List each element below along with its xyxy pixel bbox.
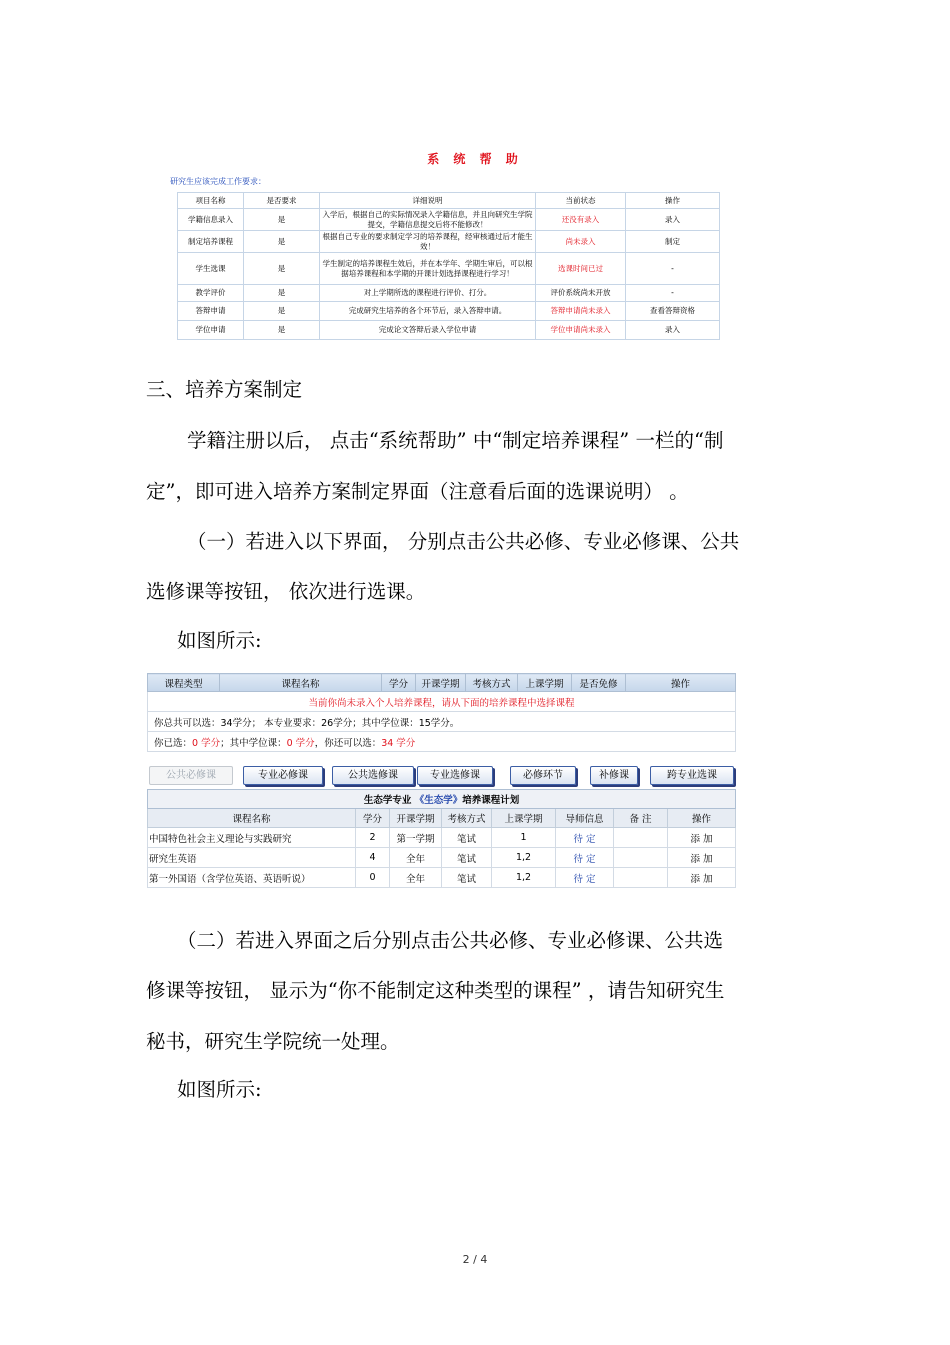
- plan-header-credit: 学分: [356, 809, 390, 828]
- header-operation: 操作: [626, 674, 736, 692]
- item-action-link[interactable]: 查看答辩资格: [626, 302, 720, 321]
- paragraph-line: （一）若进入以下界面， 分别点击公共必修、专业必修课、公共: [187, 530, 740, 553]
- course-name: 研究生英语: [148, 848, 356, 868]
- course-credit: 2: [356, 828, 390, 848]
- item-required: 是: [244, 209, 320, 231]
- item-action: -: [626, 285, 720, 302]
- item-required: 是: [244, 285, 320, 302]
- table-row: [178, 285, 720, 302]
- plan-header-op: 操作: [668, 809, 736, 828]
- course-name: 第一外国语（含学位英语、英语听说）: [148, 868, 356, 888]
- table-row: [148, 868, 736, 888]
- item-desc: 对上学期所选的课程进行评价、打分。: [320, 285, 536, 302]
- item-status[interactable]: 还没有录入: [536, 209, 626, 231]
- item-action-link[interactable]: 制定: [626, 231, 720, 253]
- section-heading: 三、培养方案制定: [146, 378, 303, 401]
- help-header-desc: 详细说明: [320, 193, 536, 209]
- plan-table-header: [148, 809, 736, 828]
- table-row: [178, 302, 720, 321]
- item-name: 答辩申请: [178, 302, 244, 321]
- degree-credits: 0 学分: [286, 737, 315, 749]
- item-status: 评价系统尚未开放: [536, 285, 626, 302]
- help-header-action: 操作: [626, 193, 720, 209]
- course-class-term: 1,2: [492, 848, 556, 868]
- course-term: 全年: [390, 868, 442, 888]
- course-term: 第一学期: [390, 828, 442, 848]
- selected-label: 你已选：: [154, 737, 193, 749]
- item-name: 制定培养课程: [178, 231, 244, 253]
- tab-makeup[interactable]: 补修课: [590, 766, 638, 785]
- plan-header-exam: 考核方式: [442, 809, 492, 828]
- item-action: -: [626, 253, 720, 285]
- course-note: [614, 828, 668, 848]
- item-name: 学生选课: [178, 253, 244, 285]
- course-exam: 笔试: [442, 868, 492, 888]
- item-action-link[interactable]: 录入: [626, 321, 720, 340]
- item-name: 学位申请: [178, 321, 244, 340]
- course-note: [614, 868, 668, 888]
- add-course-button[interactable]: 添 加: [668, 828, 736, 848]
- remain-label: ，你还可以选：: [314, 737, 382, 749]
- selected-summary: [148, 732, 736, 752]
- plan-major: 生态学专业: [363, 795, 415, 806]
- help-header-required: 是否要求: [244, 193, 320, 209]
- item-status[interactable]: 学位申请尚未录入: [536, 321, 626, 340]
- tab-major-required[interactable]: 专业必修课: [243, 766, 323, 785]
- item-desc: 完成研究生培养的各个环节后，录入答辩申请。: [320, 302, 536, 321]
- header-credit: 学分: [382, 674, 416, 692]
- tab-public-elective[interactable]: 公共选修课: [332, 766, 414, 785]
- tab-required-link[interactable]: 必修环节: [510, 766, 576, 785]
- item-name: 教学评价: [178, 285, 244, 302]
- credit-summary: 你总共可以选：34学分； 本专业要求：26学分；其中学位课：15学分。: [148, 712, 736, 732]
- plan-header-advisor: 导师信息: [556, 809, 614, 828]
- paragraph-line: 学籍注册以后， 点击“系统帮助” 中“制定培养课程” 一栏的“制: [187, 429, 724, 452]
- course-term: 全年: [390, 848, 442, 868]
- course-selection-panel: [147, 673, 735, 752]
- table-row: [148, 848, 736, 868]
- plan-header-note: 备 注: [614, 809, 668, 828]
- item-desc: 根据自己专业的要求制定学习的培养课程，经审核通过后才能生效！: [320, 231, 536, 253]
- plan-major-link[interactable]: 《生态学》: [414, 795, 463, 806]
- advisor-link[interactable]: 待 定: [556, 868, 614, 888]
- header-course-name: 课程名称: [220, 674, 382, 692]
- paragraph-line: 修课等按钮， 显示为“你不能制定这种类型的课程” ，请告知研究生: [146, 979, 725, 1002]
- selected-credits: 0 学分: [192, 737, 221, 749]
- course-exam: 笔试: [442, 828, 492, 848]
- figure-caption: 如图所示:: [177, 629, 262, 652]
- item-desc: 入学后，根据自己的实际情况录入学籍信息，并且向研究生学院提交，学籍信息提交后将不能修改！: [320, 209, 536, 231]
- plan-header-class-term: 上课学期: [492, 809, 556, 828]
- plan-header-name: 课程名称: [148, 809, 356, 828]
- advisor-link[interactable]: 待 定: [556, 828, 614, 848]
- course-exam: 笔试: [442, 848, 492, 868]
- add-course-button[interactable]: 添 加: [668, 848, 736, 868]
- figure-caption: 如图所示:: [177, 1078, 262, 1101]
- help-header-name: 项目名称: [178, 193, 244, 209]
- item-name: 学籍信息录入: [178, 209, 244, 231]
- notice-message: 当前你尚未录入个人培养课程，请从下面的培养课程中选择课程: [148, 692, 736, 712]
- course-type-tabs: [147, 766, 737, 786]
- help-header-status: 当前状态: [536, 193, 626, 209]
- item-action-link[interactable]: 录入: [626, 209, 720, 231]
- paragraph-line: 选修课等按钮， 依次进行选课。: [146, 580, 426, 603]
- course-credit: 0: [356, 868, 390, 888]
- help-subtitle: 研究生应该完成工作要求：: [170, 177, 266, 186]
- paragraph-line: 秘书，研究生学院统一处理。: [146, 1030, 400, 1053]
- item-status: 选课时间已过: [536, 253, 626, 285]
- item-status[interactable]: 尚未录入: [536, 231, 626, 253]
- advisor-link[interactable]: 待 定: [556, 848, 614, 868]
- item-required: 是: [244, 231, 320, 253]
- degree-label: ；其中学位课：: [220, 737, 287, 749]
- course-name: 中国特色社会主义理论与实践研究: [148, 828, 356, 848]
- training-plan-table: [147, 789, 735, 888]
- header-class-term: 上课学期: [518, 674, 572, 692]
- item-required: 是: [244, 321, 320, 340]
- course-class-term: 1,2: [492, 868, 556, 888]
- tab-cross-major[interactable]: 跨专业选课: [650, 766, 734, 785]
- table-row: [178, 231, 720, 253]
- plan-title: [148, 790, 736, 809]
- course-credit: 4: [356, 848, 390, 868]
- page-number: 2 / 4: [462, 1253, 488, 1266]
- tab-major-elective[interactable]: 专业选修课: [417, 766, 493, 785]
- course-note: [614, 848, 668, 868]
- header-exempt: 是否免修: [572, 674, 626, 692]
- item-desc: 学生制定的培养课程生效后，并在本学年、学期生审后，可以根据培养课程和本学期的开课计划选择课程进行学习！: [320, 253, 536, 285]
- help-title: 系 统 帮 助: [427, 152, 523, 166]
- plan-header-term: 开课学期: [390, 809, 442, 828]
- table-row: [178, 321, 720, 340]
- item-required: 是: [244, 302, 320, 321]
- header-exam-type: 考核方式: [466, 674, 518, 692]
- add-course-button[interactable]: 添 加: [668, 868, 736, 888]
- help-table: [177, 192, 720, 340]
- header-course-type: 课程类型: [148, 674, 220, 692]
- help-table-header: [178, 193, 720, 209]
- table-row: [178, 209, 720, 231]
- item-status[interactable]: 答辩申请尚未录入: [536, 302, 626, 321]
- remain-credits: 34 学分: [381, 737, 416, 749]
- table-row: [148, 828, 736, 848]
- course-class-term: 1: [492, 828, 556, 848]
- tab-public-required: 公共必修课: [149, 766, 233, 785]
- plan-title-suffix: 培养课程计划: [462, 795, 520, 806]
- paragraph-line: 定”，即可进入培养方案制定界面（注意看后面的选课说明） 。: [146, 480, 689, 503]
- item-desc: 完成论文答辩后录入学位申请: [320, 321, 536, 340]
- header-open-term: 开课学期: [416, 674, 466, 692]
- paragraph-line: （二）若进入界面之后分别点击公共必修、专业必修课、公共选: [177, 929, 724, 952]
- course-table-header: [148, 674, 736, 692]
- table-row: [178, 253, 720, 285]
- item-required: 是: [244, 253, 320, 285]
